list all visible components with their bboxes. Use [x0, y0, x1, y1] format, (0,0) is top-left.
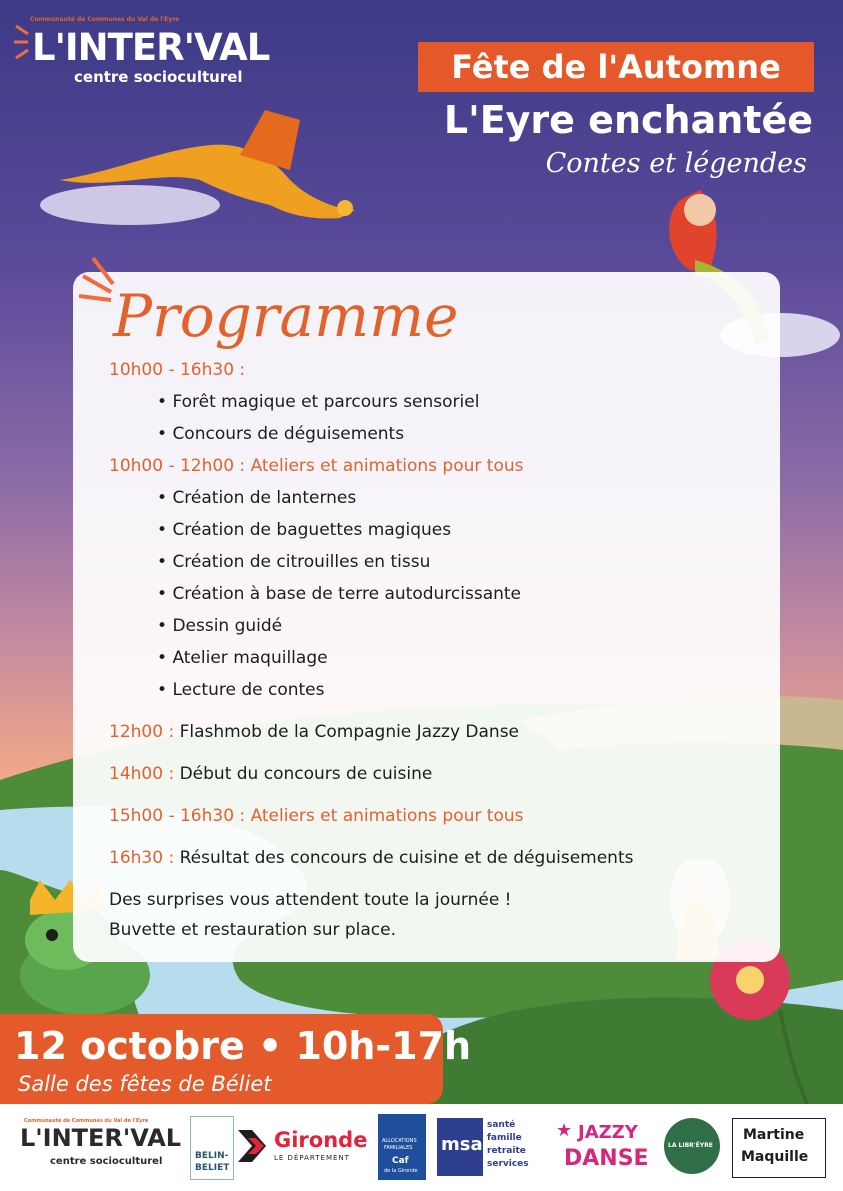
- interval-logo: [14, 14, 270, 94]
- sponsor-belin-beliet: BELIN- BELIET: [190, 1116, 234, 1180]
- list-item: • Création de citrouilles en tissu: [157, 552, 430, 572]
- note-buvette: Buvette et restauration sur place.: [109, 920, 397, 940]
- event-subtitle: L'Eyre enchantée: [443, 98, 813, 142]
- event-title: Fête de l'Automne: [451, 48, 781, 86]
- sponsor-msa: msa santé famille retraite services: [437, 1118, 542, 1176]
- list-item: • Création de lanternes: [157, 488, 356, 508]
- star-icon: ★: [556, 1120, 573, 1141]
- gironde-arrow-icon: [238, 1130, 270, 1162]
- sponsor-martine-maquille: Martine Maquille: [732, 1118, 826, 1178]
- list-item: • Création de baguettes magiques: [157, 520, 451, 540]
- event-row: 14h00 : Début du concours de cuisine: [109, 764, 433, 784]
- sponsors-bar: [0, 1104, 843, 1191]
- list-item: • Atelier maquillage: [157, 648, 328, 668]
- list-item: • Forêt magique et parcours sensoriel: [157, 392, 479, 412]
- sponsor-libreyre: LA LIBR'ÊYRE: [664, 1118, 720, 1174]
- dragon-illustration: [40, 110, 370, 230]
- sponsor-jazzy-danse: ★ JAZZY DANSE: [556, 1120, 649, 1171]
- sponsor-gironde: Gironde LE DÉPARTEMENT: [238, 1126, 368, 1166]
- org-small-text: Communauté de Communes du Val de l'Eyre: [30, 16, 180, 23]
- sponsor-interval: Communauté de Communes du Val de l'Eyre L'INTER'VAL centre socioculturel: [20, 1118, 182, 1167]
- note-surprises: Des surprises vous attendent toute la journée !: [109, 890, 512, 910]
- block2-time: 10h00 - 12h00 :: [109, 456, 246, 476]
- org-name: L'INTER'VAL: [32, 26, 270, 69]
- programme-card: [73, 272, 780, 962]
- block2-header: [109, 456, 523, 476]
- programme-heading: Programme: [113, 282, 459, 350]
- sun-rays-icon: [14, 24, 30, 60]
- org-subtitle: centre socioculturel: [74, 68, 243, 86]
- event-tagline: Contes et légendes: [545, 148, 807, 179]
- event-row: 15h00 - 16h30 : Ateliers et animations pour tous: [109, 806, 524, 826]
- event-date: 12 octobre • 10h-17h: [14, 1024, 472, 1068]
- list-item: • Lecture de contes: [157, 680, 325, 700]
- event-row: 16h30 : Résultat des concours de cuisine et de déguisements: [109, 848, 634, 868]
- event-row: 12h00 : Flashmob de la Compagnie Jazzy Danse: [109, 722, 520, 742]
- event-title-box: [418, 42, 814, 92]
- list-item: • Dessin guidé: [157, 616, 282, 636]
- list-item: • Concours de déguisements: [157, 424, 404, 444]
- block2-title: Ateliers et animations pour tous: [250, 456, 524, 476]
- list-item: • Création à base de terre autodurcissante: [157, 584, 521, 604]
- sponsor-caf: ALLOCATIONS FAMILIALES Caf de la Gironde: [378, 1114, 426, 1180]
- event-venue: Salle des fêtes de Béliet: [18, 1072, 272, 1096]
- block1-time: 10h00 - 16h30 :: [109, 360, 246, 380]
- date-banner: [0, 1014, 472, 1104]
